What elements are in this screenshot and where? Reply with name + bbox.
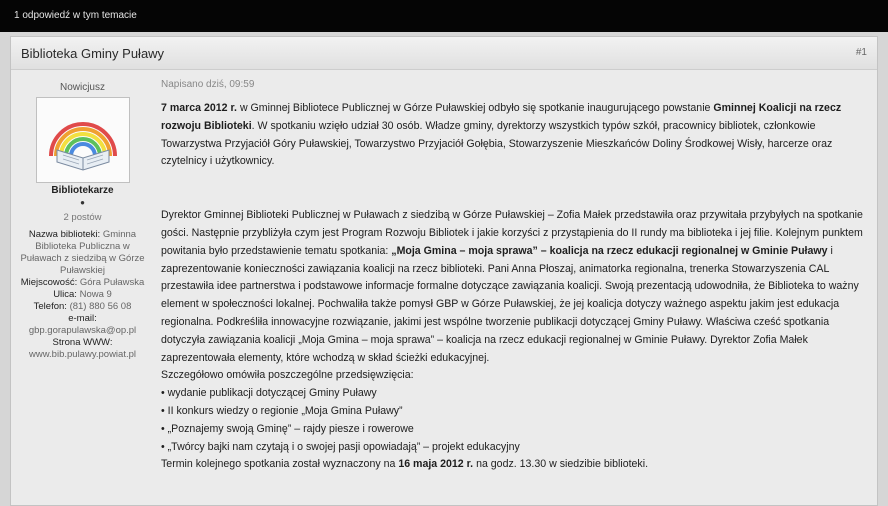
field-value: Nowa 9 — [79, 289, 112, 300]
field-value: gbp.gorapulawska@op.pl — [28, 325, 137, 336]
text-run: na godz. 13.30 w siedzibie biblioteki. — [473, 458, 649, 471]
list-intro: Szczegółowo omówiła poszczególne przedsięwzięcia: — [161, 369, 414, 382]
library-logo-icon — [37, 98, 129, 182]
list-item: • II konkurs wiedzy o regionie „Moja Gmina Puławy” — [161, 404, 403, 417]
topic-reply-count-bar — [0, 0, 888, 32]
bold-text: „Moja Gmina – moja sprawa” – koalicja na rzecz edukacji regionalnej w Gminie Puławy — [391, 244, 828, 257]
author-panel — [11, 69, 154, 361]
field-key: Strona WWW: — [52, 337, 113, 348]
author-rank: Nowicjusz — [59, 82, 105, 93]
text-run: Termin kolejnego spotkania został wyznaczony na — [161, 458, 399, 471]
text-run: Dyrektor Gminnej Biblioteki Publicznej w Puławach z siedzibą w Górze Puławskiej – Zofia Małek przedstawiła oraz przywitała przybyłych na spotkanie gości. Następnie przybliżyła czym jest Program Rozwoju Bibliotek i jakie korzyści z przystąpienia do II rundy ma biblioteka i jej filie. Kolejnym punktem powitania było przedstawienie tematu spotkania: — [161, 209, 863, 257]
paragraph-intro — [161, 100, 866, 171]
paragraph-closing — [161, 456, 866, 474]
bold-text: Gminnej Koalicji na rzecz rozwoju Biblioteki — [161, 102, 842, 132]
field-value: Gminna Biblioteka Publiczna w Puławach z siedzibą w Górze Puławskiej — [20, 229, 145, 276]
online-status-icon: ● — [80, 198, 85, 207]
author-group: Bibliotekarze — [51, 185, 114, 196]
field-key: Nazwa biblioteki: — [28, 229, 101, 240]
field-key: Ulica: — [53, 289, 77, 300]
text-run: w Gminnej Bibliotece Publicznej w Górze Puławskiej odbyło się spotkanie inaugurującego powstanie — [237, 102, 714, 114]
post-title[interactable]: Biblioteka Gminy Puławy — [21, 46, 165, 61]
text-run: i zaprezentowanie konieczności zawiązania koalicji na rzecz biblioteki. Pani Anna Płoszaj, animatorka regionalna, trenerka Stowarzyszenia CAL przestawiła idee partnerstwa i podstawowe informacje formalne dotyczące zawiązania koalicji. Swoją prezentacją udowodniła, że Biblioteka to ważny element w społeczności lokalnej. Pochwaliła także pomysł GBP w Górze Puławskiej, że jej koalicja dotyczy ważnego aspektu jakim jest edukacja regionalna. Podkreśliła innowacyjne rozwiązanie, jakimi jest wspólne tworzenie publikacji dotyczącej Gminy Puławy. Właściwa cześć spotkania dotyczyła zawiązania koalicji „Moja Gmina – moja sprawa” – koalicja na rzecz edukacji regionalnej w Gminie Puławy. Dyrektor Zofia Małek zaprezentowała elementy, które wchodzą w skład ścieżki edukacyjnej. — [161, 244, 859, 364]
field-value: (81) 880 56 08 — [69, 301, 132, 312]
list-item: • „Poznajemy swoją Gminę” – rajdy piesze i rowerowe — [161, 422, 414, 435]
post-body — [161, 69, 866, 474]
author-profile-fields — [11, 229, 154, 361]
field-value: www.bib.pulawy.powiat.pl — [28, 349, 136, 360]
list-item: • „Twórcy bajki nam czytają i o swojej pasji opowiadają” – projekt edukacyjny — [161, 440, 520, 453]
field-key: e-mail: — [68, 313, 97, 324]
bold-text: 16 maja 2012 r. — [398, 458, 474, 471]
avatar[interactable] — [36, 97, 130, 183]
paragraph-main — [161, 207, 866, 367]
text-run: . W spotkaniu wzięło udział 30 osób. Władze gminy, dyrektorzy wszystkich typów szkół, pracownicy bibliotek, członkowie Towarzystwa Przyjaciół Góry Puławskiej, Towarzystwo Przyjaciół Gołębia, Stowarzyszenie Mieszkańców Doliny Środkowej Wisły, harcerze oraz czytelnicy i użytkownicy. — [161, 119, 833, 168]
field-key: Miejscowość: — [20, 277, 78, 288]
post-header — [11, 37, 877, 70]
reply-count: 1 odpowiedź w tym temacie — [14, 10, 137, 21]
post-date: Napisano dziś, 09:59 — [161, 79, 255, 90]
forum-post — [10, 36, 878, 506]
list-item: • wydanie publikacji dotyczącej Gminy Puławy — [161, 387, 377, 400]
author-post-count: 2 postów — [63, 212, 102, 223]
post-number-link[interactable]: #1 — [855, 47, 867, 58]
bold-text: 7 marca 2012 r. — [161, 102, 237, 114]
field-key: Telefon: — [33, 301, 67, 312]
field-value: Góra Puławska — [79, 277, 145, 288]
